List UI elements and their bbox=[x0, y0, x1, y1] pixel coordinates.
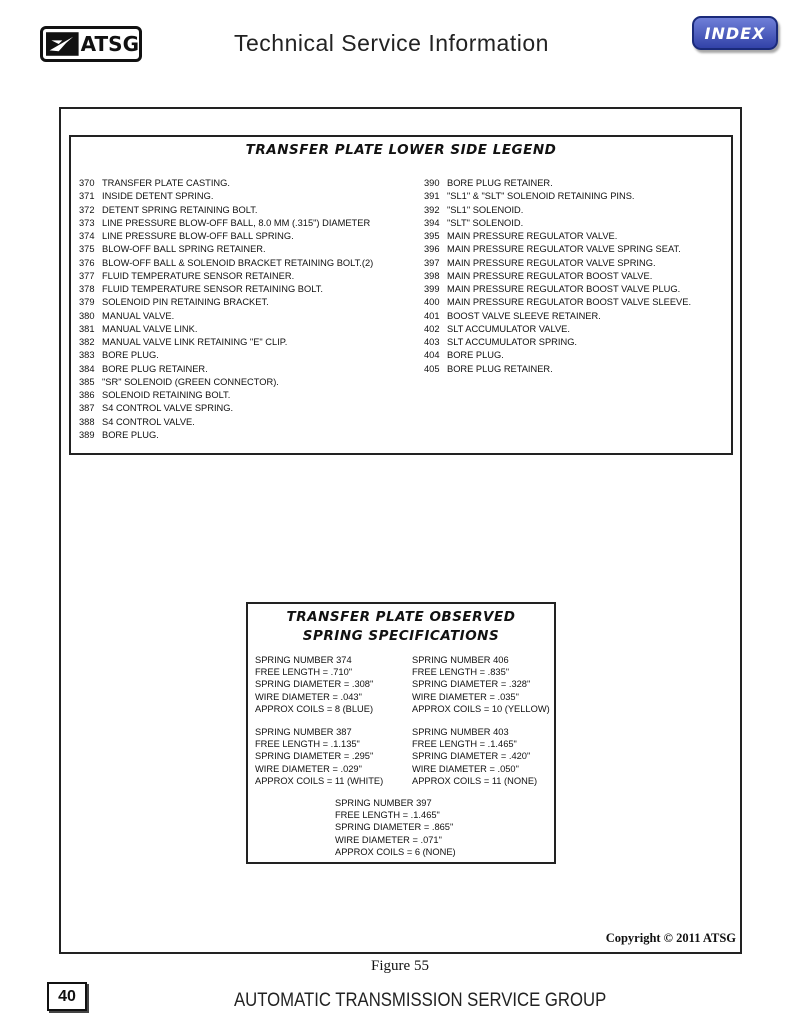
legend-item bbox=[79, 190, 373, 203]
legend-item bbox=[424, 296, 691, 309]
legend-item bbox=[79, 416, 373, 429]
spring-spec-387 bbox=[255, 726, 383, 787]
legend-item-number: 402 bbox=[424, 323, 440, 334]
legend-item-number: 387 bbox=[79, 403, 95, 414]
legend-item bbox=[79, 336, 373, 349]
legend-item-number: 404 bbox=[424, 350, 440, 361]
legend-item-text: BLOW-OFF BALL & SOLENOID BRACKET RETAINING BOLT.(2) bbox=[102, 257, 374, 268]
legend-item-text: S4 CONTROL VALVE SPRING. bbox=[102, 403, 234, 414]
spring-specs-title bbox=[248, 608, 554, 646]
spring-coils: APPROX COILS = 10 (YELLOW) bbox=[412, 703, 550, 714]
legend-item bbox=[79, 363, 373, 376]
legend-item-number: 380 bbox=[79, 310, 95, 321]
spring-spec-397 bbox=[335, 797, 456, 858]
legend-item bbox=[79, 283, 373, 296]
legend-item-number: 379 bbox=[79, 297, 95, 308]
legend-item bbox=[79, 296, 373, 309]
spring-wire-diameter: WIRE DIAMETER = .043" bbox=[255, 691, 362, 702]
legend-item-text: MANUAL VALVE. bbox=[102, 310, 175, 321]
legend-item bbox=[79, 204, 373, 217]
legend-item-text: BORE PLUG. bbox=[102, 350, 159, 361]
legend-item-text: BORE PLUG. bbox=[102, 429, 159, 440]
legend-item-text: MAIN PRESSURE REGULATOR BOOST VALVE SLEEVE. bbox=[447, 297, 692, 308]
legend-item-number: 373 bbox=[79, 217, 95, 228]
legend-item-number: 370 bbox=[79, 178, 95, 188]
legend-item-text: MANUAL VALVE LINK. bbox=[102, 323, 198, 334]
legend-item bbox=[79, 270, 373, 283]
spring-diameter: SPRING DIAMETER = .308" bbox=[255, 679, 374, 690]
legend-item-text: FLUID TEMPERATURE SENSOR RETAINER. bbox=[102, 270, 295, 281]
legend-item-text: LINE PRESSURE BLOW-OFF BALL SPRING. bbox=[102, 231, 294, 241]
page-title: Technical Service Information bbox=[234, 30, 549, 56]
legend-item-text: BORE PLUG RETAINER. bbox=[447, 178, 553, 188]
spring-number: SPRING NUMBER 387 bbox=[255, 727, 352, 737]
legend-item-number: 372 bbox=[79, 204, 95, 215]
legend-item-number: 375 bbox=[79, 244, 95, 255]
legend-item-text: "SL1" SOLENOID. bbox=[447, 204, 524, 215]
spring-specs-title-line1: TRANSFER PLATE OBSERVED bbox=[286, 609, 516, 625]
legend-item-number: 396 bbox=[424, 244, 440, 255]
legend-item-text: BORE PLUG RETAINER. bbox=[102, 363, 208, 374]
legend-item-text: BOOST VALVE SLEEVE RETAINER. bbox=[447, 310, 601, 321]
legend-item bbox=[79, 376, 373, 389]
figure-caption: Figure 55 bbox=[371, 958, 429, 974]
legend-item-text: MAIN PRESSURE REGULATOR VALVE. bbox=[447, 231, 618, 241]
legend-item-number: 400 bbox=[424, 297, 440, 308]
spring-wire-diameter: WIRE DIAMETER = .071" bbox=[335, 834, 442, 845]
spring-number: SPRING NUMBER 406 bbox=[412, 655, 509, 665]
legend-item bbox=[424, 270, 691, 283]
legend-item-text: "SLT" SOLENOID. bbox=[447, 217, 524, 228]
spring-diameter: SPRING DIAMETER = .420" bbox=[412, 751, 531, 762]
legend-item bbox=[424, 257, 691, 270]
legend-item-text: TRANSFER PLATE CASTING. bbox=[102, 178, 230, 188]
spring-wire-diameter: WIRE DIAMETER = .029" bbox=[255, 763, 362, 774]
legend-item-number: 381 bbox=[79, 323, 95, 334]
legend-item bbox=[79, 429, 373, 442]
legend-item bbox=[424, 283, 691, 296]
legend-item-text: BLOW-OFF BALL SPRING RETAINER. bbox=[102, 244, 266, 255]
footer-title: AUTOMATIC TRANSMISSION SERVICE GROUP bbox=[234, 990, 607, 1011]
spring-coils: APPROX COILS = 8 (BLUE) bbox=[255, 703, 374, 714]
legend-item-text: INSIDE DETENT SPRING. bbox=[102, 191, 214, 202]
legend-item-number: 392 bbox=[424, 204, 440, 215]
legend-item-text: S4 CONTROL VALVE. bbox=[102, 416, 195, 427]
spring-diameter: SPRING DIAMETER = .865" bbox=[335, 822, 454, 833]
legend-item bbox=[79, 230, 373, 243]
index-button-label: INDEX bbox=[704, 23, 766, 43]
legend-item-text: SOLENOID PIN RETAINING BRACKET. bbox=[102, 297, 269, 308]
legend-item-number: 391 bbox=[424, 191, 440, 202]
legend-item-number: 378 bbox=[79, 284, 95, 294]
legend-item bbox=[79, 389, 373, 402]
legend-item-number: 398 bbox=[424, 270, 440, 281]
spring-diameter: SPRING DIAMETER = .295" bbox=[255, 751, 374, 762]
spring-spec-406 bbox=[412, 654, 550, 715]
legend-item-number: 382 bbox=[79, 337, 95, 347]
legend-item bbox=[79, 323, 373, 336]
legend-left-column bbox=[79, 177, 373, 442]
spring-number: SPRING NUMBER 374 bbox=[255, 655, 352, 665]
spring-specs-box bbox=[246, 602, 556, 864]
legend-item bbox=[424, 336, 691, 349]
legend-item-text: MAIN PRESSURE REGULATOR BOOST VALVE PLUG. bbox=[447, 284, 681, 294]
legend-item-number: 389 bbox=[79, 429, 95, 440]
spring-free-length: FREE LENGTH = .835" bbox=[412, 667, 510, 678]
legend-item bbox=[79, 349, 373, 362]
legend-item bbox=[424, 230, 691, 243]
legend-item bbox=[424, 190, 691, 203]
legend-item-text: MANUAL VALVE LINK RETAINING "E" CLIP. bbox=[102, 337, 288, 347]
spring-specs-title-line2: SPRING SPECIFICATIONS bbox=[302, 628, 500, 644]
spring-coils: APPROX COILS = 11 (NONE) bbox=[412, 775, 538, 786]
legend-item bbox=[79, 402, 373, 415]
legend-item bbox=[79, 243, 373, 256]
legend-item-text: FLUID TEMPERATURE SENSOR RETAINING BOLT. bbox=[102, 284, 323, 294]
spring-number: SPRING NUMBER 397 bbox=[335, 798, 432, 808]
legend-item-number: 397 bbox=[424, 257, 440, 268]
legend-item-text: MAIN PRESSURE REGULATOR VALVE SPRING SEAT. bbox=[447, 244, 681, 255]
legend-item-number: 374 bbox=[79, 231, 95, 241]
legend-item bbox=[424, 217, 691, 230]
legend-item-number: 384 bbox=[79, 363, 95, 374]
spring-number: SPRING NUMBER 403 bbox=[412, 727, 509, 737]
spring-coils: APPROX COILS = 11 (WHITE) bbox=[255, 775, 384, 786]
legend-item-text: DETENT SPRING RETAINING BOLT. bbox=[102, 204, 258, 215]
legend-item bbox=[424, 310, 691, 323]
legend-item-text: SLT ACCUMULATOR SPRING. bbox=[447, 337, 578, 347]
atsg-wing-icon bbox=[46, 31, 79, 57]
legend-item-text: LINE PRESSURE BLOW-OFF BALL, 8.0 MM (.315") DIAMETER bbox=[102, 217, 371, 228]
legend-item-text: MAIN PRESSURE REGULATOR VALVE SPRING. bbox=[447, 257, 656, 268]
legend-item-text: BORE PLUG. bbox=[447, 350, 504, 361]
atsg-logo bbox=[40, 26, 142, 62]
legend-item bbox=[424, 349, 691, 362]
spring-free-length: FREE LENGTH = .710" bbox=[255, 667, 353, 678]
legend-item bbox=[79, 257, 373, 270]
legend-item-text: "SL1" & "SLT" SOLENOID RETAINING PINS. bbox=[447, 191, 635, 202]
legend-item-number: 383 bbox=[79, 350, 95, 361]
spring-coils: APPROX COILS = 6 (NONE) bbox=[335, 846, 456, 857]
legend-item-number: 388 bbox=[79, 416, 95, 427]
copyright-notice: Copyright © 2011 ATSG bbox=[605, 931, 736, 945]
legend-title: TRANSFER PLATE LOWER SIDE LEGEND bbox=[245, 142, 557, 158]
legend-item-number: 405 bbox=[424, 363, 440, 374]
legend-item-text: "SR" SOLENOID (GREEN CONNECTOR). bbox=[102, 376, 279, 387]
legend-item bbox=[424, 177, 691, 190]
legend-item bbox=[424, 363, 691, 376]
legend-item-number: 401 bbox=[424, 310, 440, 321]
spring-free-length: FREE LENGTH = .1.135" bbox=[255, 739, 360, 750]
legend-item-number: 371 bbox=[79, 191, 95, 202]
legend-item bbox=[424, 323, 691, 336]
legend-box bbox=[69, 135, 733, 455]
legend-item-number: 376 bbox=[79, 257, 95, 268]
legend-item-number: 394 bbox=[424, 217, 440, 228]
legend-item bbox=[79, 177, 373, 190]
spring-free-length: FREE LENGTH = .1.465" bbox=[335, 810, 440, 821]
legend-item-number: 386 bbox=[79, 390, 95, 400]
legend-item-number: 395 bbox=[424, 231, 440, 241]
legend-item-number: 377 bbox=[79, 270, 95, 281]
legend-item-number: 385 bbox=[79, 376, 95, 387]
spring-free-length: FREE LENGTH = .1.465" bbox=[412, 739, 517, 750]
spring-wire-diameter: WIRE DIAMETER = .035" bbox=[412, 691, 519, 702]
page-number: 40 bbox=[47, 982, 87, 1011]
legend-item-text: SOLENOID RETAINING BOLT. bbox=[102, 390, 231, 400]
spring-diameter: SPRING DIAMETER = .328" bbox=[412, 679, 531, 690]
legend-item bbox=[424, 204, 691, 217]
spring-spec-374 bbox=[255, 654, 373, 715]
legend-right-column bbox=[424, 177, 691, 376]
index-button[interactable] bbox=[692, 16, 778, 50]
spring-wire-diameter: WIRE DIAMETER = .050" bbox=[412, 763, 519, 774]
logo-text: ATSG bbox=[80, 32, 139, 56]
legend-item-text: MAIN PRESSURE REGULATOR BOOST VALVE. bbox=[447, 270, 653, 281]
spring-spec-403 bbox=[412, 726, 537, 787]
legend-item bbox=[79, 217, 373, 230]
legend-item-text: SLT ACCUMULATOR VALVE. bbox=[447, 323, 570, 334]
legend-item bbox=[424, 243, 691, 256]
legend-item-number: 403 bbox=[424, 337, 440, 347]
legend-item-number: 399 bbox=[424, 284, 440, 294]
legend-item bbox=[79, 310, 373, 323]
legend-item-number: 390 bbox=[424, 178, 440, 188]
legend-item-text: BORE PLUG RETAINER. bbox=[447, 363, 553, 374]
